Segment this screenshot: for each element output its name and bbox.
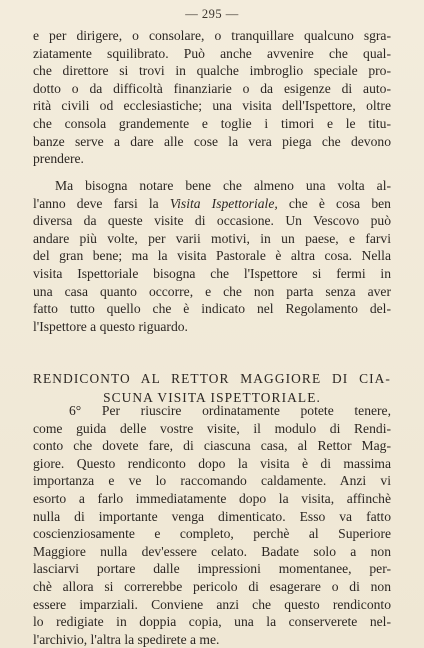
text-line: banze serve a dare alle cose la vera piega che devono bbox=[33, 133, 391, 149]
text-line: una casa quanto occorre, e che non parta senza aver bbox=[33, 283, 391, 299]
paragraph-3 bbox=[33, 402, 391, 648]
text-line: nulla di importante venga dimenticato. Esso va fatto bbox=[33, 508, 391, 524]
paragraph-1 bbox=[33, 27, 391, 168]
heading-line: RENDICONTO AL RETTOR MAGGIORE DI CIA- bbox=[33, 371, 391, 386]
text-line: l'archivio, l'altra la spedirete a me. bbox=[33, 631, 220, 647]
text-line: rità civili od ecclesiastiche; una visita dell'Ispettore, oltre bbox=[33, 98, 391, 114]
text-line: diversa da queste visite di occasione. Un Vescovo può bbox=[33, 213, 391, 229]
text-line: come guida delle vostre visite, il modulo di Rendi- bbox=[33, 420, 391, 436]
text-line: dotto o da difficoltà finanziarie o da esigenze di auto- bbox=[33, 80, 391, 96]
text-line: prendere. bbox=[33, 151, 84, 167]
text-line: esorto a farlo immediatamente dopo la visita, affinchè bbox=[33, 490, 391, 506]
text-line: lo redigiate in doppia copia, una la conserverete nel- bbox=[33, 614, 391, 630]
text-line: giore. Questo rendiconto dopo la visita è di massima bbox=[33, 455, 391, 471]
text-line bbox=[33, 195, 391, 213]
text-line: che direttore si trovi in qualche imbroglio speciale pro- bbox=[33, 63, 391, 79]
text-line: l'Ispettore a questo riguardo. bbox=[33, 318, 188, 334]
text-line: e per dirigere, o consolare, o tranquillare qualcuno sgra- bbox=[33, 28, 391, 43]
text-line: importanza e ve lo raccomando caldamente. Anzi vi bbox=[33, 473, 391, 489]
text-line: che consola grandemente e toglie i timori e le titu- bbox=[33, 115, 391, 131]
page-number: — 295 — bbox=[185, 7, 239, 21]
text-line: lasciarvi portare dalle impressioni momentanee, per- bbox=[33, 561, 391, 577]
text-line: Maggiore nulla dev'essere celato. Badate solo a non bbox=[33, 543, 391, 559]
text-line: visita Ispettoriale bisogna che l'Ispettore si fermi in bbox=[33, 265, 391, 281]
text-line: ziatamente squilibrato. Può anche avvenire che qual- bbox=[33, 45, 391, 61]
italic-term: Visita Ispettoriale, bbox=[169, 195, 278, 211]
text-line: andare più volte, per varii motivi, in un paese, e farvi bbox=[33, 230, 391, 246]
text-line: fatto tutto quello che è indicato nel Regolamento del- bbox=[33, 301, 391, 317]
text-line: del gran bene; ma la visita Pastorale è altra cosa. Nella bbox=[33, 248, 391, 264]
text-line: coscienziosamente e completo, perchè al Superiore bbox=[33, 526, 391, 542]
text-line: essere imparziali. Conviene anzi che questo rendiconto bbox=[33, 596, 391, 612]
text-line: 6° Per riuscire ordinatamente potete tenere, bbox=[69, 403, 391, 418]
text-line: conto che dovete fare, di ciascuna casa, al Rettor Mag- bbox=[33, 438, 391, 454]
heading-line: SCUNA VISITA ISPETTORIALE. bbox=[103, 390, 321, 405]
text-line: chè allora si correrebbe pericolo di esagerare o di non bbox=[33, 578, 391, 594]
text-segment: che è cosa ben bbox=[277, 195, 391, 211]
paragraph-2 bbox=[33, 177, 391, 335]
text-segment: l'anno deve farsi la bbox=[33, 195, 170, 211]
text-line: Ma bisogna notare bene che almeno una volta al- bbox=[55, 178, 391, 193]
